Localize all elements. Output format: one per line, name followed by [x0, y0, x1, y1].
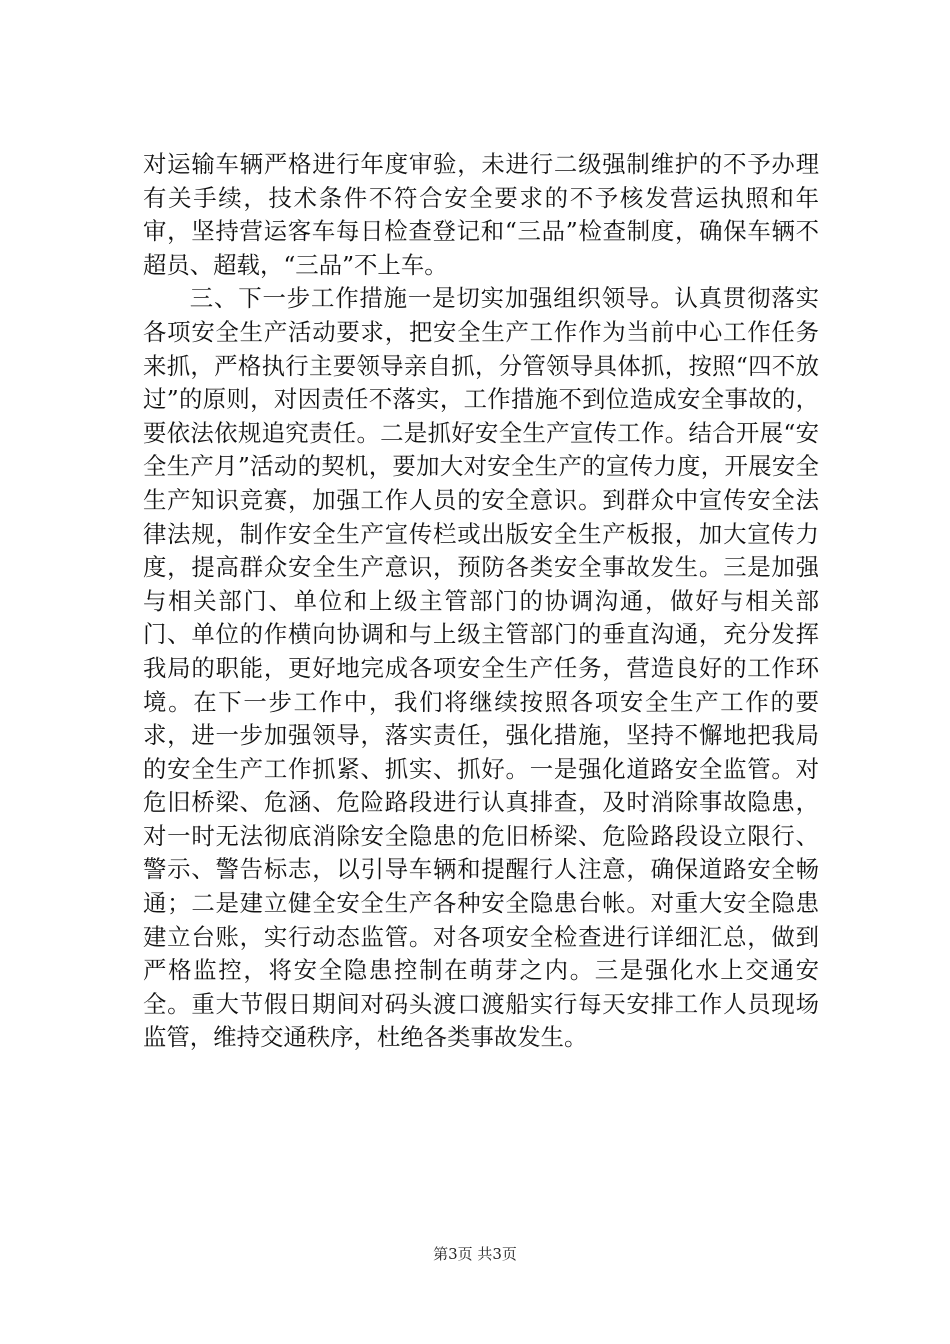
- paragraph-2: 三、下一步工作措施一是切实加强组织领导。认真贯彻落实各项安全生产活动要求，把安全生产工作作为当前中心工作任务来抓，严格执行主要领导亲自抓，分管领导具体抓，按照“四不放过”的原则，对因责任不落实，工作措施不到位造成安全事故的，要依法依规追究责任。二是抓好安全生产宣传工作。结合开展“安全生产月”活动的契机，要加大对安全生产的宣传力度，开展安全生产知识竞赛，加强工作人员的安全意识。到群众中宣传安全法律法规，制作安全生产宣传栏或出版安全生产板报，加大宣传力度，提高群众安全生产意识，预防各类安全事故发生。三是加强与相关部门、单位和上级主管部门的协调沟通，做好与相关部门、单位的作横向协调和与上级主管部门的垂直沟通，充分发挥我局的职能，更好地完成各项安全生产任务，营造良好的工作环境。在下一步工作中，我们将继续按照各项安全生产工作的要求，进一步加强领导，落实责任，强化措施，坚持不懈地把我局的安全生产工作抓紧、抓实、抓好。一是强化道路安全监管。对危旧桥梁、危涵、危险路段进行认真排查，及时消除事故隐患，对一时无法彻底消除安全隐患的危旧桥梁、危险路段设立限行、警示、警告标志，以引导车辆和提醒行人注意，确保道路安全畅通；二是建立健全安全生产各种安全隐患台帐。对重大安全隐患建立台账，实行动态监管。对各项安全检查进行详细汇总，做到严格监控，将安全隐患控制在萌芽之内。三是强化水上交通安全。重大节假日期间对码头渡口渡船实行每天安排工作人员现场监管，维持交通秩序，杜绝各类事故发生。: [143, 284, 819, 1052]
- paragraph-1: 对运输车辆严格进行年度审验，未进行二级强制维护的不予办理有关手续，技术条件不符合安全要求的不予核发营运执照和年审，坚持营运客车每日检查登记和“三品”检查制度，确保车辆不超员、超载，“三品”不上车。: [143, 150, 819, 279]
- document-body: [143, 148, 819, 1055]
- page-footer: 第3页 共3页: [433, 1245, 517, 1263]
